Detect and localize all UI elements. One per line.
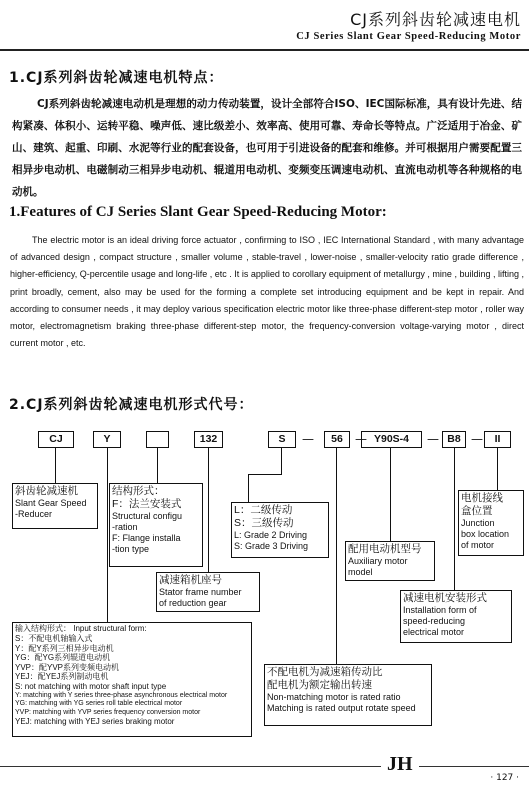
connector-line (454, 448, 455, 590)
connector-line (55, 448, 56, 483)
label-auxiliary-motor-model: 配用电动机型号 Auxiliary motor model (345, 541, 435, 581)
section1-paragraph-cn: CJ系列斜齿轮减速电动机是理想的动力传动装置，设计全部符合ISO、IEC国际标准，具有设计先进、结构紧凑、体积小、运转平稳、噪声低、速比级差小、效率高、使用可靠、寿命长等特点。广泛适用于冶金、矿山、建筑、起重、印刷、水泥等行业的配套设备，也可用于引进设备的配套和维修。并可根据用户需要配置三相异步电动机、电磁制动三相异步电动机、辊道用电动机、变频变压调速电动机、直流电动机等各种规格的电动机。 (12, 98, 522, 198)
code-box-y90s4: Y90S-4 (361, 431, 422, 448)
section1-paragraph-en: The electric motor is an ideal driving force actuator , confirming to ISO , IEC International Standard , with many advantage of advanced design , compact structure , smaller volume , stable-travel , lower-noise , smaller-velocity ratio grade difference , higher-efficiency, Q-percentile usage and long-life , etc . It is applied to corollary equipment of metallurgy , mine , building , lifting , print broadly, cement, also may be used for the forming a complete set introducing equipment and be kept in repair. And according to consumer needs , it may deploy various specification electric motor like three-phase different-step motor , roller way motor, electromagnetism braking three-phase different-step motor, the frequency-conversion voltage-varying motor , direct current motor , etc. (10, 235, 524, 349)
header-rule (0, 49, 529, 51)
separator-dash: — (427, 432, 439, 446)
connector-line (208, 448, 209, 572)
code-box-s: S (268, 431, 296, 448)
connector-line (390, 448, 391, 541)
company-logo: JH (381, 753, 419, 776)
separator-dash: — (355, 432, 367, 446)
connector-line (107, 448, 108, 622)
page-number: · 127 · (490, 773, 519, 783)
connector-line (497, 448, 498, 490)
code-box-ii: II (484, 431, 511, 448)
header-title-en: CJ Series Slant Gear Speed-Reducing Motor (296, 31, 521, 42)
code-box-56: 56 (324, 431, 350, 448)
footer-rule (0, 766, 529, 767)
section1-heading-cn: 1.CJ系列斜齿轮减速电机特点： (9, 70, 224, 86)
label-junction-box-location: 电机接线 盒位置 Junction box location of motor (458, 490, 524, 556)
section1-heading-en: 1.Features of CJ Series Slant Gear Speed-Reducing Motor: (9, 204, 387, 220)
connector-line (336, 448, 337, 664)
separator-dash: — (302, 432, 314, 446)
connector-line (248, 474, 249, 502)
connector-line (157, 448, 158, 483)
label-installation-form: 减速电机安装形式 Installation form of speed-reducing electrical motor (400, 590, 512, 643)
code-box-b8: B8 (442, 431, 466, 448)
code-box-cj: CJ (38, 431, 74, 448)
code-box-132: 132 (194, 431, 223, 448)
label-structural-configuration: 结构形式： F：法兰安装式 Structural configu -ration F: Flange installa -tion type (109, 483, 203, 567)
label-ratio-or-speed: 不配电机为减速箱传动比 配电机为额定输出转速 Non-matching motor is rated ratio Matching is rated output rotate speed (264, 664, 432, 726)
code-box-blank (146, 431, 169, 448)
connector-line (281, 448, 282, 474)
section2-heading-cn: 2.CJ系列斜齿轮减速电机形式代号： (9, 397, 254, 413)
separator-dash: — (471, 432, 483, 446)
header-title-cn: CJ系列斜齿轮减速电机 (350, 10, 521, 29)
label-driving-grade: L：二级传动 S：三级传动 L: Grade 2 Driving S: Grade 3 Driving (231, 502, 329, 558)
label-slant-gear-reducer: 斜齿轮减速机 Slant Gear Speed -Reducer (12, 483, 98, 529)
label-stator-frame-number: 减速箱机座号 Stator frame number of reduction gear (156, 572, 260, 612)
label-input-structural-form: 输入结构形式： Input structural form: S：不配电机轴输入式 Y：配Y系列三相异步电动机 YG：配YG系列辊道电动机 YVP：配YVP系列变频电动机 YEJ：配YEJ系列制动电机 S: not matching with motor shaft input type Y: matching with Y series three-phase asynchronous electrical motor YG: matching with YG series roll table electrical motor YVP: matching with YVP series frequency conversion motor YEJ: matching with YEJ series braking motor (12, 622, 252, 737)
connector-line (248, 474, 282, 475)
code-box-y: Y (93, 431, 121, 448)
